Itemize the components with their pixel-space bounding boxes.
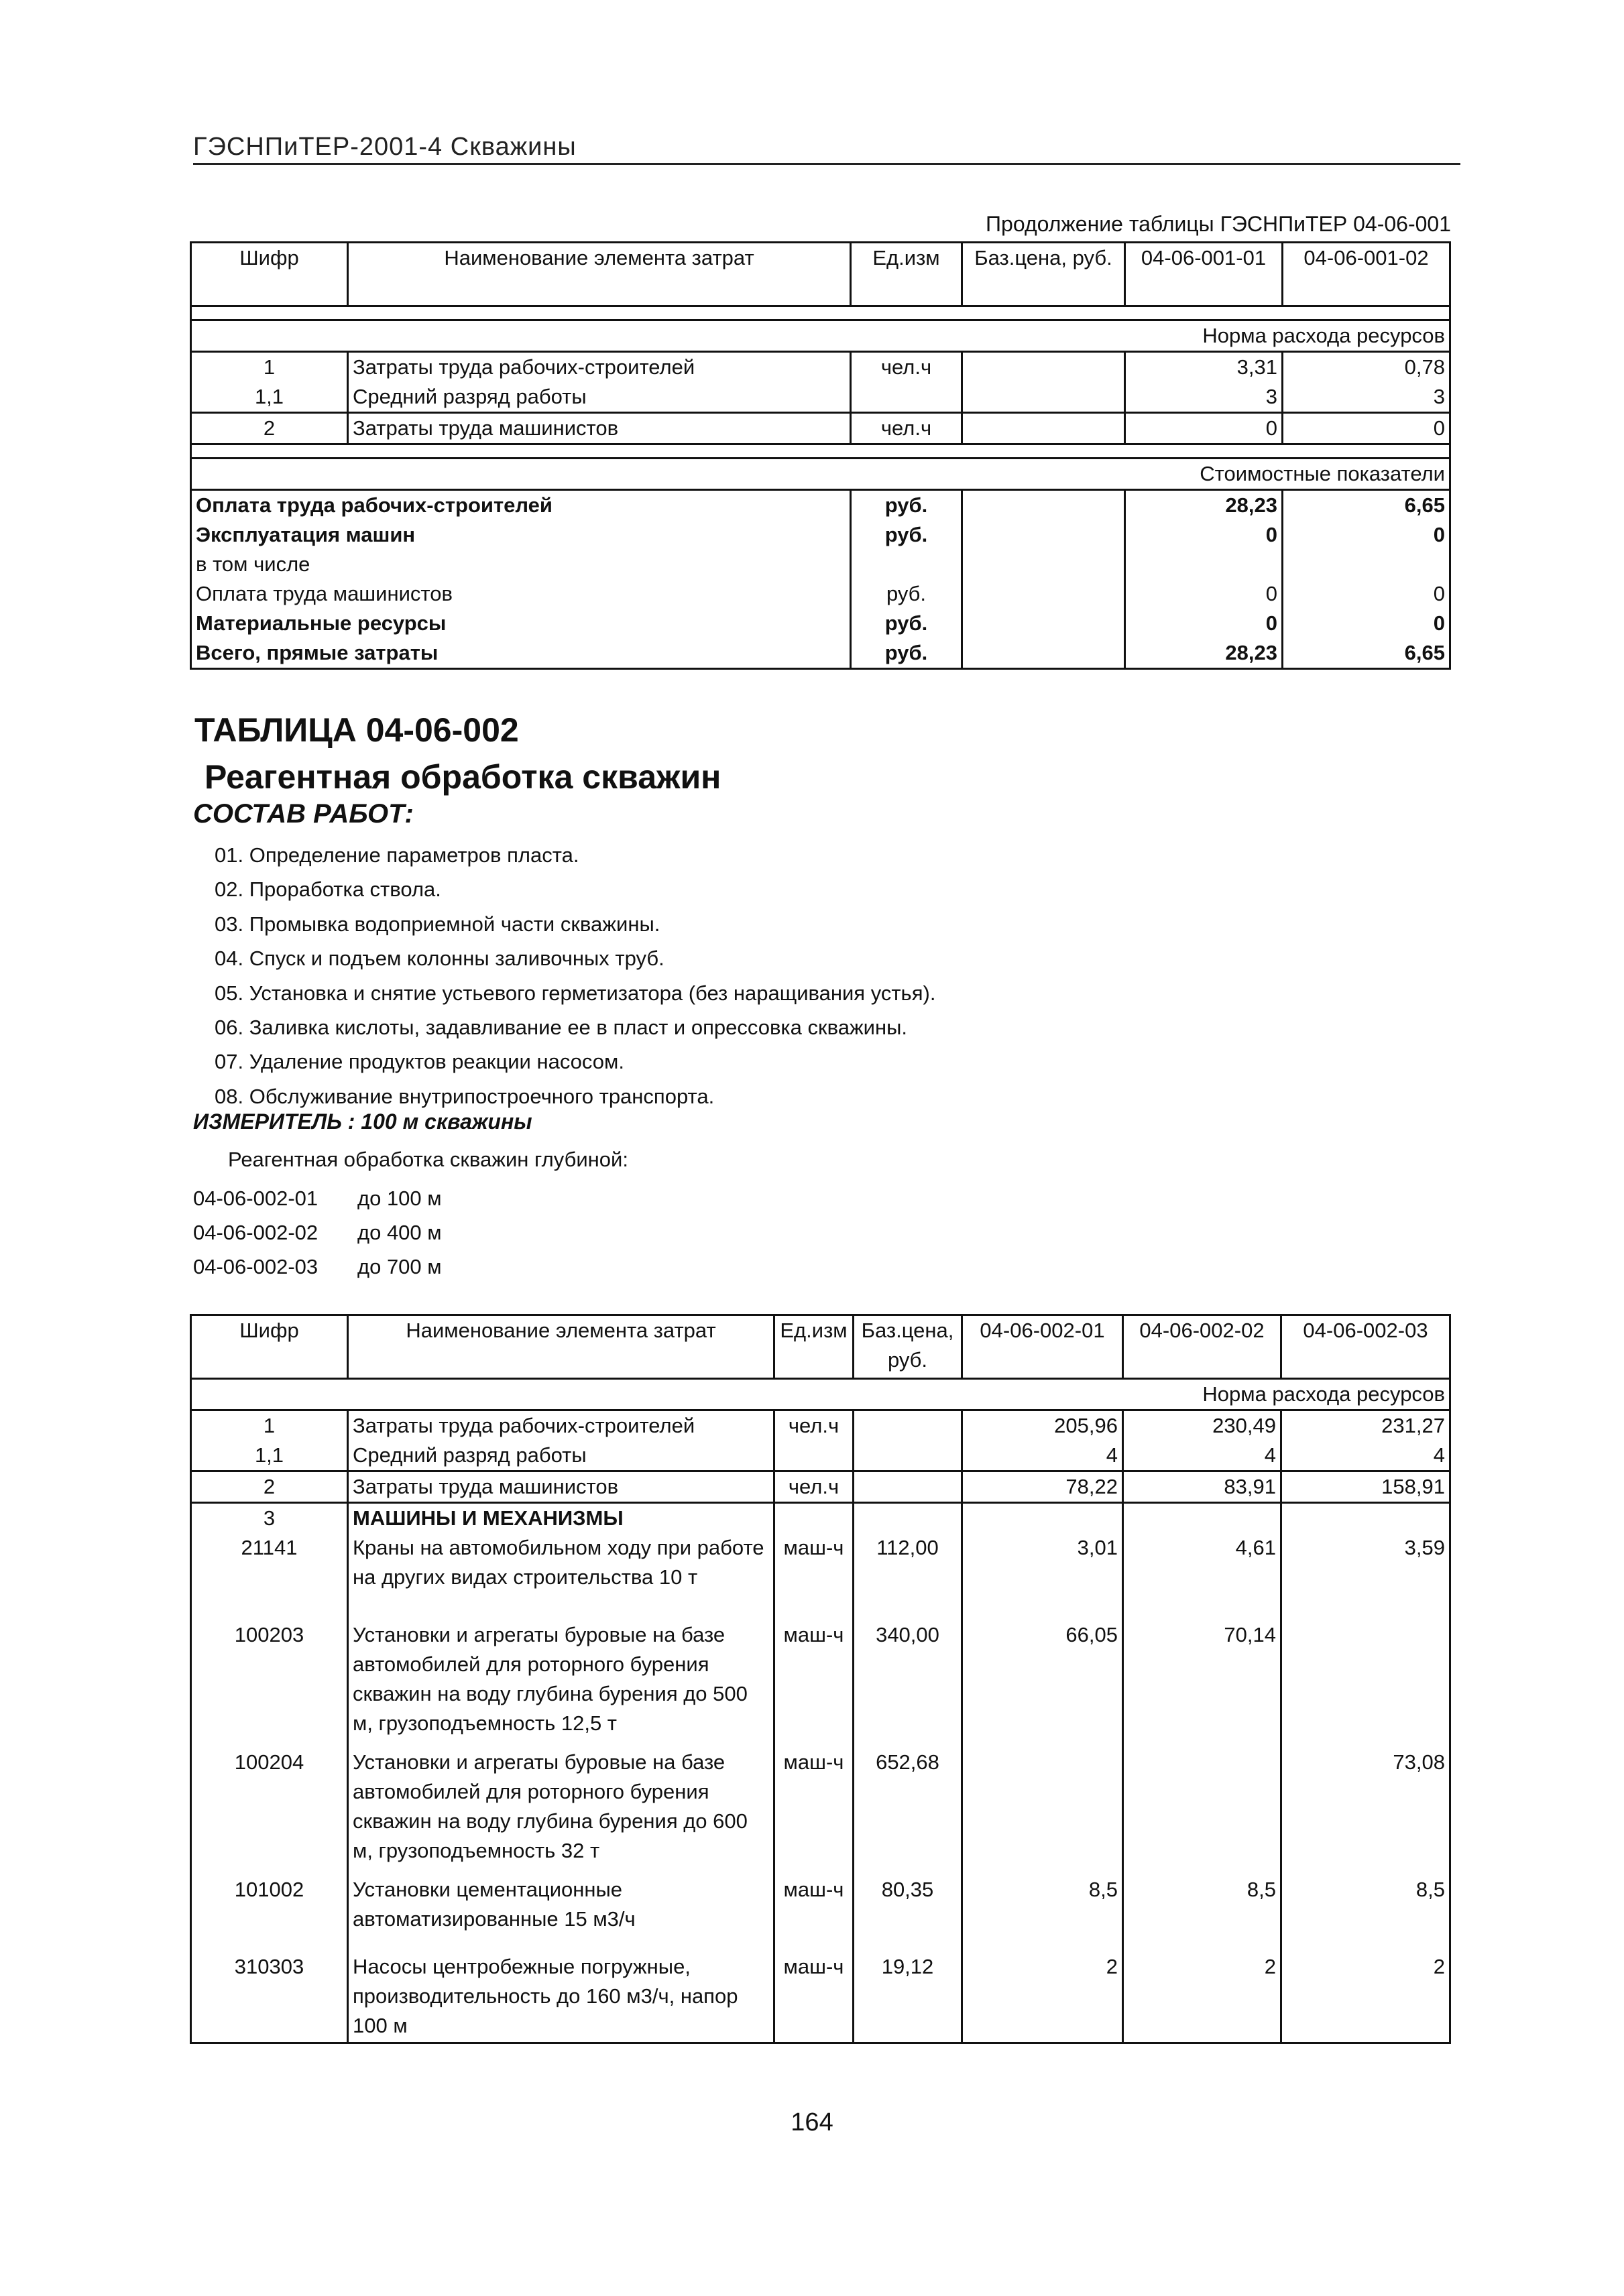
table-header-row	[191, 1315, 1450, 1379]
list-item: 01. Определение параметров пласта.	[215, 843, 579, 867]
row-unit: чел.ч	[774, 1471, 854, 1503]
row-value-1: 2	[962, 1952, 1123, 2043]
cost-unit: руб.	[851, 520, 962, 550]
variant-desc: до 400 м	[357, 1221, 442, 1244]
measure-unit: ИЗМЕРИТЕЛЬ : 100 м скважины	[193, 1109, 532, 1134]
row-name: Насосы центробежные погружные, производительность до 160 м3/ч, напор 100 м	[348, 1952, 774, 2043]
list-item: 04. Спуск и подъем колонны заливочных труб.	[215, 947, 664, 971]
table-row	[191, 1441, 1450, 1471]
row-value-1: 8,5	[962, 1875, 1123, 1952]
row-code: 1,1	[191, 1441, 348, 1471]
header-variant-1: 04-06-001-01	[1125, 243, 1283, 306]
row-name: Установки и агрегаты буровые на базе автомобилей для роторного бурения скважин на воду глубина бурения до 600 м, грузоподъемность 32 т	[348, 1748, 774, 1875]
table-row	[191, 382, 1450, 413]
row-price: 112,00	[854, 1533, 962, 1620]
row-price	[854, 1441, 962, 1471]
list-item: 02. Проработка ствола.	[215, 878, 441, 902]
row-code: 2	[191, 1471, 348, 1503]
table-row	[191, 1471, 1450, 1503]
operations-list	[215, 838, 935, 1113]
cost-value-2: 0	[1283, 579, 1450, 609]
row-value-1: 205,96	[962, 1410, 1123, 1441]
cost-value-2: 0	[1283, 520, 1450, 550]
norm-label: Норма расхода ресурсов	[191, 1379, 1450, 1410]
list-item: 03. Промывка водоприемной части скважины.	[215, 912, 660, 936]
list-item: 07. Удаление продуктов реакции насосом.	[215, 1050, 624, 1074]
row-name: Установки цементационные автоматизированные 15 м3/ч	[348, 1875, 774, 1952]
machines-heading: МАШИНЫ И МЕХАНИЗМЫ	[348, 1503, 774, 1534]
variant-code: 04-06-002-03	[193, 1255, 318, 1278]
cost-name: Оплата труда рабочих-строителей	[191, 490, 851, 521]
cost-row	[191, 550, 1450, 579]
row-unit	[851, 382, 962, 413]
norm-label: Норма расхода ресурсов	[191, 320, 1450, 352]
cost-unit: руб.	[851, 609, 962, 638]
row-value-1: 0	[1125, 413, 1283, 444]
row-code: 310303	[191, 1952, 348, 2043]
cost-row	[191, 609, 1450, 638]
row-unit: маш-ч	[774, 1533, 854, 1620]
table-subtitle: Реагентная обработка скважин	[205, 758, 721, 796]
cost-unit: руб.	[851, 579, 962, 609]
variant-item	[193, 1215, 442, 1250]
row-price	[854, 1410, 962, 1441]
table-04-06-002	[190, 1314, 1451, 2044]
table-04-06-001	[190, 241, 1451, 670]
cost-name: Эксплуатация машин	[191, 520, 851, 550]
cost-name: Оплата труда машинистов	[191, 579, 851, 609]
machines-header-row	[191, 1503, 1450, 1534]
row-value-3: 158,91	[1281, 1471, 1450, 1503]
row-value-3: 3,59	[1281, 1533, 1450, 1620]
variant-list	[193, 1181, 442, 1284]
cost-value-1	[1125, 550, 1283, 579]
norm-label-row	[191, 320, 1450, 352]
row-value-3: 8,5	[1281, 1875, 1450, 1952]
running-head: ГЭСНПиТЕР-2001-4 Скважины	[193, 133, 1460, 165]
cost-label-row	[191, 459, 1450, 490]
row-price	[854, 1471, 962, 1503]
row-value-2: 4,61	[1123, 1533, 1281, 1620]
row-code: 1	[191, 352, 348, 383]
row-value-2: 3	[1283, 382, 1450, 413]
row-value-2: 4	[1123, 1441, 1281, 1471]
table-header-row	[191, 243, 1450, 306]
variant-desc: до 100 м	[357, 1187, 442, 1210]
row-unit: маш-ч	[774, 1952, 854, 2043]
row-unit: маш-ч	[774, 1748, 854, 1875]
cost-row	[191, 490, 1450, 521]
header-variant-1: 04-06-002-01	[962, 1315, 1123, 1379]
row-code: 100204	[191, 1748, 348, 1875]
header-price: Баз.цена, руб.	[962, 243, 1125, 306]
row-price: 19,12	[854, 1952, 962, 2043]
row-name: Средний разряд работы	[348, 1441, 774, 1471]
header-variant-2: 04-06-001-02	[1283, 243, 1450, 306]
cost-row	[191, 520, 1450, 550]
header-variant-3: 04-06-002-03	[1281, 1315, 1450, 1379]
header-code: Шифр	[191, 1315, 348, 1379]
cost-value-2	[1283, 550, 1450, 579]
row-unit: маш-ч	[774, 1875, 854, 1952]
cost-row	[191, 579, 1450, 609]
header-price: Баз.цена, руб.	[854, 1315, 962, 1379]
cost-unit	[851, 550, 962, 579]
list-item: 08. Обслуживание внутрипостроечного транспорта.	[215, 1084, 715, 1108]
row-code: 1	[191, 1410, 348, 1441]
row-code: 2	[191, 413, 348, 444]
table-row	[191, 413, 1450, 444]
table-row	[191, 352, 1450, 383]
table-row	[191, 1748, 1450, 1875]
row-code: 100203	[191, 1620, 348, 1748]
row-value-1: 3,31	[1125, 352, 1283, 383]
row-unit: чел.ч	[851, 352, 962, 383]
table-row	[191, 1952, 1450, 2043]
row-value-1: 78,22	[962, 1471, 1123, 1503]
row-value-1: 3,01	[962, 1533, 1123, 1620]
variant-desc: до 700 м	[357, 1255, 442, 1278]
header-name: Наименование элемента затрат	[348, 1315, 774, 1379]
page-number: 164	[791, 2108, 833, 2136]
row-value-3: 231,27	[1281, 1410, 1450, 1441]
row-value-2: 70,14	[1123, 1620, 1281, 1748]
list-item: 05. Установка и снятие устьевого герметизатора (без наращивания устья).	[215, 981, 936, 1005]
table-title: ТАБЛИЦА 04-06-002	[194, 711, 519, 749]
depth-heading: Реагентная обработка скважин глубиной:	[228, 1148, 628, 1171]
header-unit: Ед.изм	[774, 1315, 854, 1379]
row-value-3: 73,08	[1281, 1748, 1450, 1875]
row-name: Краны на автомобильном ходу при работе на других видах строительства 10 т	[348, 1533, 774, 1620]
row-unit: маш-ч	[774, 1620, 854, 1748]
norm-label-row	[191, 1379, 1450, 1410]
row-value-2	[1123, 1748, 1281, 1875]
variant-item	[193, 1250, 442, 1284]
cost-value-1: 0	[1125, 609, 1283, 638]
list-item: 06. Заливка кислоты, задавливание ее в пласт и опрессовка скважины.	[215, 1016, 908, 1040]
row-value-2: 8,5	[1123, 1875, 1281, 1952]
cost-unit: руб.	[851, 490, 962, 521]
composition-label: СОСТАВ РАБОТ:	[193, 799, 414, 829]
header-code: Шифр	[191, 243, 348, 306]
row-name: Затраты труда рабочих-строителей	[348, 1410, 774, 1441]
row-value-1: 66,05	[962, 1620, 1123, 1748]
table-row	[191, 1620, 1450, 1748]
row-price	[962, 382, 1125, 413]
cost-value-2: 0	[1283, 609, 1450, 638]
row-code: 21141	[191, 1533, 348, 1620]
row-value-3: 2	[1281, 1952, 1450, 2043]
row-price	[962, 352, 1125, 383]
row-code: 1,1	[191, 382, 348, 413]
row-value-2: 0,78	[1283, 352, 1450, 383]
row-price	[962, 413, 1125, 444]
row-price: 80,35	[854, 1875, 962, 1952]
continuation-caption: Продолжение таблицы ГЭСНПиТЕР 04-06-001	[986, 212, 1451, 236]
row-code: 3	[191, 1503, 348, 1534]
row-name: Установки и агрегаты буровые на базе автомобилей для роторного бурения скважин на воду глубина бурения до 500 м, грузоподъемность 12,5 т	[348, 1620, 774, 1748]
header-variant-2: 04-06-002-02	[1123, 1315, 1281, 1379]
cost-label: Стоимостные показатели	[191, 459, 1450, 490]
cost-value-1: 0	[1125, 579, 1283, 609]
row-unit	[774, 1441, 854, 1471]
table-row	[191, 1410, 1450, 1441]
row-value-3: 4	[1281, 1441, 1450, 1471]
table-row	[191, 1875, 1450, 1952]
cost-name: в том числе	[191, 550, 851, 579]
row-price: 652,68	[854, 1748, 962, 1875]
cost-value-1: 28,23	[1125, 638, 1283, 669]
row-value-1: 4	[962, 1441, 1123, 1471]
cost-value-1: 0	[1125, 520, 1283, 550]
row-unit: чел.ч	[774, 1410, 854, 1441]
row-unit: чел.ч	[851, 413, 962, 444]
cost-value-1: 28,23	[1125, 490, 1283, 521]
variant-code: 04-06-002-02	[193, 1221, 318, 1244]
table-row	[191, 1533, 1450, 1620]
row-name: Затраты труда рабочих-строителей	[348, 352, 851, 383]
row-name: Затраты труда машинистов	[348, 413, 851, 444]
header-name: Наименование элемента затрат	[348, 243, 851, 306]
cost-row	[191, 638, 1450, 669]
header-unit: Ед.изм	[851, 243, 962, 306]
row-value-3	[1281, 1620, 1450, 1748]
cost-name: Всего, прямые затраты	[191, 638, 851, 669]
row-value-2: 230,49	[1123, 1410, 1281, 1441]
row-code: 101002	[191, 1875, 348, 1952]
variant-code: 04-06-002-01	[193, 1187, 318, 1210]
cost-value-2: 6,65	[1283, 638, 1450, 669]
cost-name: Материальные ресурсы	[191, 609, 851, 638]
variant-item	[193, 1181, 442, 1215]
row-name: Средний разряд работы	[348, 382, 851, 413]
row-value-2: 2	[1123, 1952, 1281, 2043]
row-value-2: 83,91	[1123, 1471, 1281, 1503]
row-value-2: 0	[1283, 413, 1450, 444]
row-price: 340,00	[854, 1620, 962, 1748]
cost-unit: руб.	[851, 638, 962, 669]
row-value-1	[962, 1748, 1123, 1875]
cost-value-2: 6,65	[1283, 490, 1450, 521]
row-value-1: 3	[1125, 382, 1283, 413]
row-name: Затраты труда машинистов	[348, 1471, 774, 1503]
